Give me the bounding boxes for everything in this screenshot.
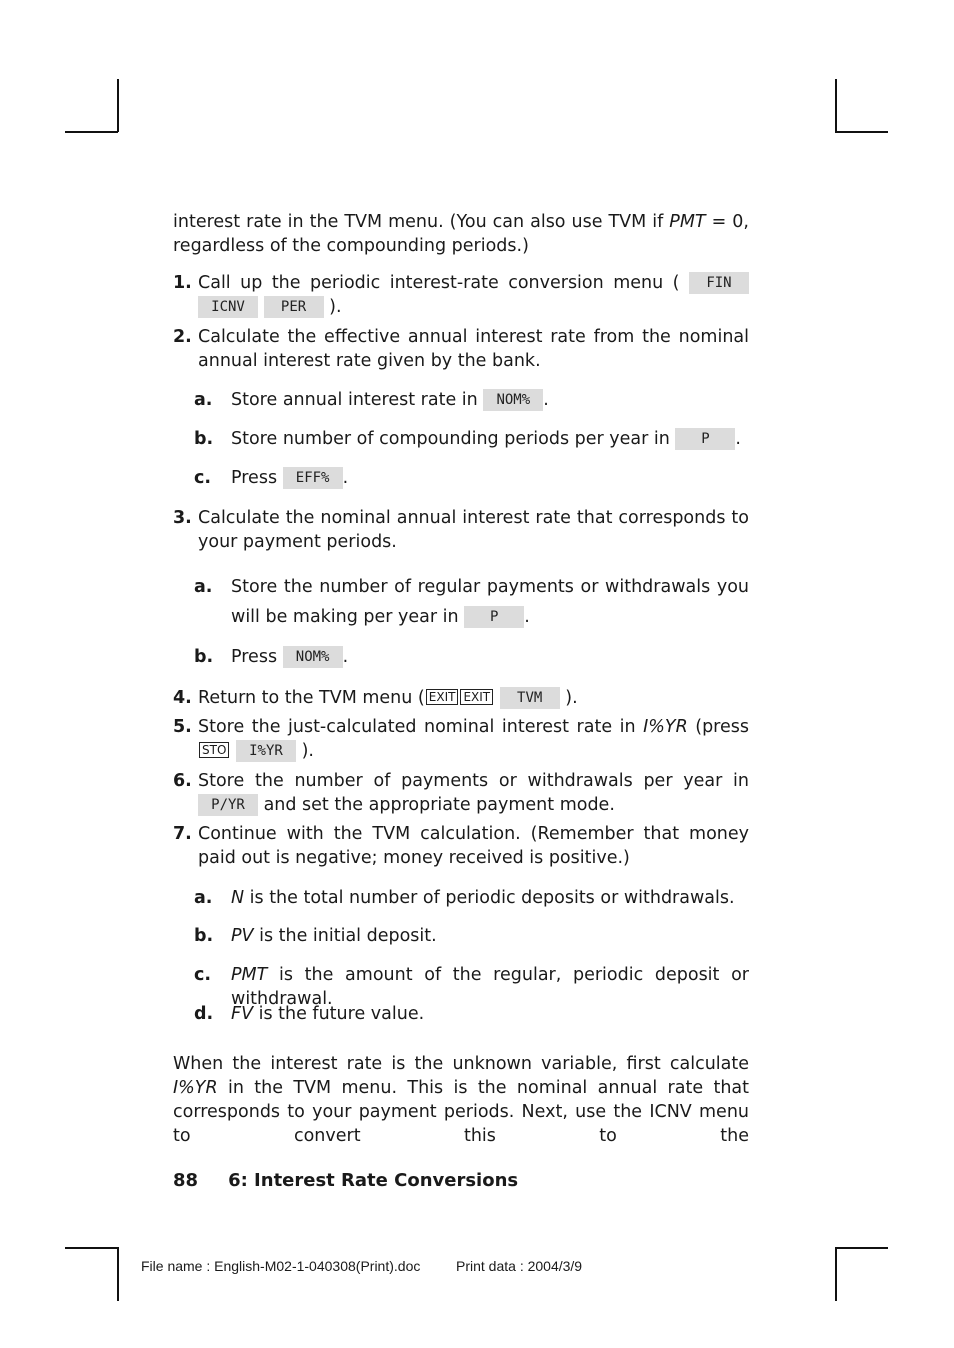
crop-mark-top-left-vertical xyxy=(117,79,119,132)
page-number: 88 xyxy=(173,1170,199,1191)
softkey-nom-percent: NOM% xyxy=(483,389,543,411)
key-exit: EXIT xyxy=(426,689,459,705)
softkey-p: P xyxy=(464,606,524,628)
step-3-text: Calculate the nominal annual interest rate that corresponds to your payment periods. xyxy=(198,508,749,552)
softkey-per: PER xyxy=(264,296,324,318)
step-6-number: 6. xyxy=(173,771,192,791)
crop-mark-bottom-right-horizontal xyxy=(835,1247,888,1249)
step-7a-label: a. xyxy=(194,888,213,908)
step-4-text: Return to the TVM menu ( EXIT EXIT TVM ). xyxy=(198,688,578,708)
step-2a-label: a. xyxy=(194,390,213,410)
crop-mark-top-right-horizontal xyxy=(835,131,888,133)
softkey-p-per-yr: P/YR xyxy=(198,794,258,816)
crop-mark-bottom-right-vertical xyxy=(835,1247,837,1301)
key-sto: STO xyxy=(199,742,229,758)
softkey-p: P xyxy=(675,428,735,450)
step-7d-label: d. xyxy=(194,1004,214,1024)
step-7b-text: PV is the initial deposit. xyxy=(231,926,437,946)
crop-mark-top-right-vertical xyxy=(835,79,837,132)
step-7c-label: c. xyxy=(194,965,212,985)
crop-mark-top-left-horizontal xyxy=(65,131,118,133)
step-1-number: 1. xyxy=(173,273,192,293)
print-file-name: File name : English-M02-1-040308(Print).doc xyxy=(141,1258,421,1274)
chapter-title: 6: Interest Rate Conversions xyxy=(228,1170,519,1191)
step-2b-label: b. xyxy=(194,429,214,449)
step-2c-text: Press EFF% . xyxy=(231,468,349,488)
step-3-number: 3. xyxy=(173,508,192,528)
crop-mark-bottom-left-vertical xyxy=(117,1247,119,1301)
step-3b-text: Press NOM% . xyxy=(231,647,349,667)
print-date: Print data : 2004/3/9 xyxy=(456,1258,583,1274)
step-3b-label: b. xyxy=(194,647,214,667)
step-7c-text: PMT is the amount of the regular, periodic deposit or withdrawal. xyxy=(231,965,749,1009)
closing-paragraph: When the interest rate is the unknown variable, first calculate I%YR in the TVM menu. This is the nominal annual rate that corresponds to your payment periods. Next, use the ICNV menu to convert this to the xyxy=(173,1054,749,1146)
step-5-number: 5. xyxy=(173,717,192,737)
step-2b-text: Store number of compounding periods per year in P . xyxy=(231,429,741,449)
step-7a-text: N is the total number of periodic deposits or withdrawals. xyxy=(231,888,735,908)
page-footer xyxy=(173,1168,518,1194)
step-2a-text: Store annual interest rate in NOM% . xyxy=(231,390,549,410)
crop-mark-bottom-left-horizontal xyxy=(65,1247,118,1249)
step-6-text: Store the number of payments or withdrawals per year in P/YR and set the appropriate payment mode. xyxy=(198,771,749,815)
softkey-fin: FIN xyxy=(689,272,749,294)
step-4-number: 4. xyxy=(173,688,192,708)
step-7d-text: FV is the future value. xyxy=(231,1004,425,1024)
step-5-text: Store the just-calculated nominal interest rate in I%YR (press STO I%YR ). xyxy=(198,717,749,761)
softkey-nom-percent: NOM% xyxy=(283,646,343,668)
key-exit: EXIT xyxy=(460,689,493,705)
step-3a-label: a. xyxy=(194,577,213,597)
step-7-number: 7. xyxy=(173,824,192,844)
step-7b-label: b. xyxy=(194,926,214,946)
step-2-text: Calculate the effective annual interest rate from the nominal annual interest rate given by the bank. xyxy=(198,327,749,371)
step-2c-label: c. xyxy=(194,468,212,488)
softkey-tvm: TVM xyxy=(500,687,560,709)
softkey-icnv: ICNV xyxy=(198,296,258,318)
intro-paragraph: interest rate in the TVM menu. (You can also use TVM if PMT = 0, regardless of the compounding periods.) xyxy=(173,212,749,256)
step-7-text: Continue with the TVM calculation. (Remember that money paid out is negative; money received is positive.) xyxy=(198,824,749,868)
step-2-number: 2. xyxy=(173,327,192,347)
step-1-text: Call up the periodic interest-rate conversion menu ( FIN ICNV PER ). xyxy=(198,271,749,319)
softkey-eff-percent: EFF% xyxy=(283,467,343,489)
softkey-i-percent-yr: I%YR xyxy=(236,740,296,762)
step-3a-text: Store the number of regular payments or withdrawals you will be making per year in P . xyxy=(231,577,749,627)
